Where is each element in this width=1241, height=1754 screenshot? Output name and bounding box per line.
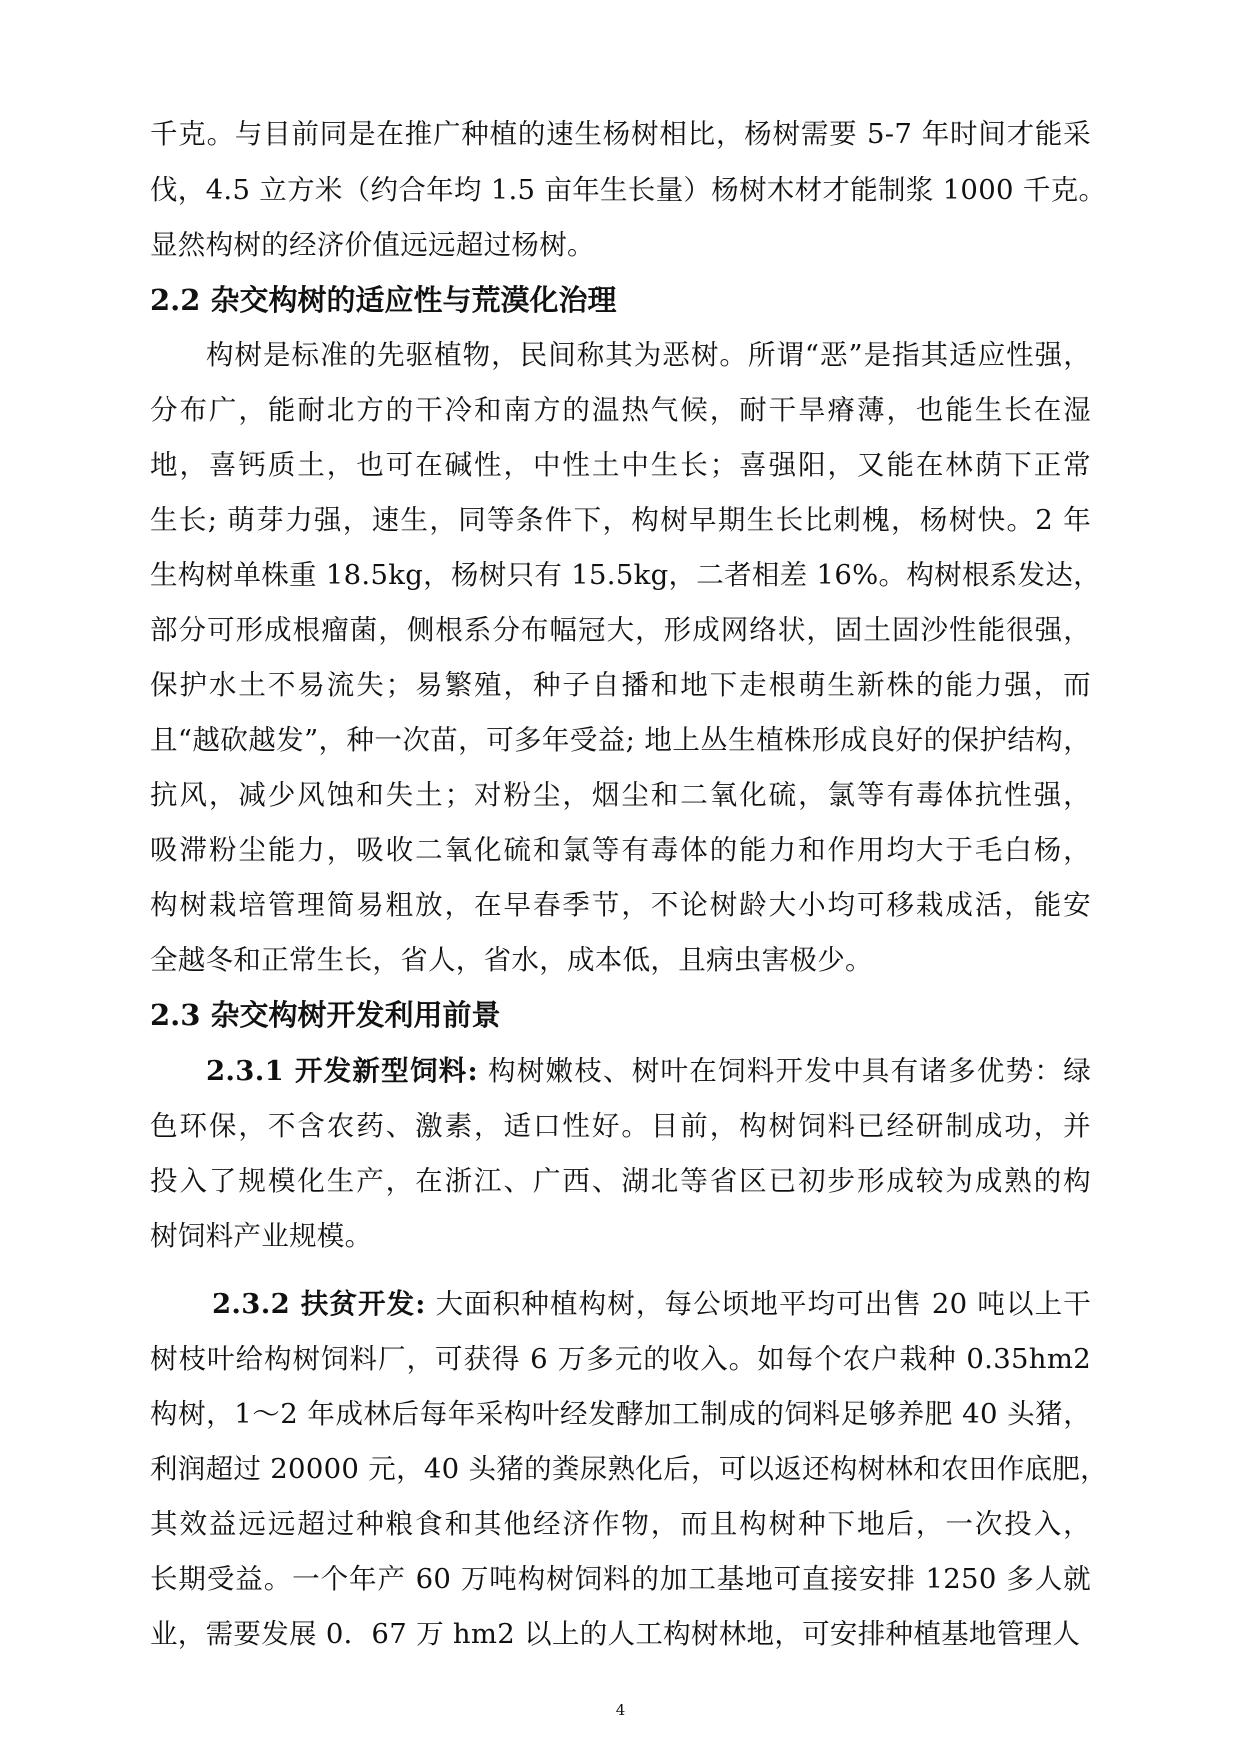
body-text-line: 生构树单株重 18.5kg，杨树只有 15.5kg，二者相差 16%。构树根系发达， (150, 559, 1101, 591)
body-text-line: 其效益远远超过种粮食和其他经济作物，而且构树种下地后，一次投入， (150, 1508, 1091, 1540)
body-text-line: 业，需要发展 0．67 万 hm2 以上的人工构树林地，可安排种植基地管理人 (150, 1618, 1081, 1650)
body-text-line: 千克。与目前同是在推广种植的速生杨树相比，杨树需要 5-7 年时间才能采 (150, 118, 1091, 150)
body-text-line: 利润超过 20000 元，40 头猪的粪尿熟化后，可以返还构树林和农田作底肥， (150, 1453, 1108, 1485)
body-text-line: 构树是标准的先驱植物，民间称其为恶树。所谓“恶”是指其适应性强， (206, 339, 1091, 371)
body-text-line: 色环保，不含农药、激素，适口性好。目前，构树饲料已经研制成功，并 (150, 1110, 1091, 1142)
body-text-line: 且“越砍越发”，种一次苗，可多年受益; 地上丛生植株形成良好的保护结构， (150, 724, 1091, 756)
body-text-line: 地，喜钙质土，也可在碱性，中性土中生长；喜强阳，又能在林荫下正常 (150, 449, 1091, 481)
body-text-line: 构树栽培管理简易粗放，在早春季节，不论树龄大小均可移栽成活，能安 (150, 889, 1091, 921)
section-heading-2-2: 2.2 杂交构树的适应性与荒漠化治理 (150, 283, 617, 317)
body-text-line: 构树，1～2 年成林后每年采构叶经发酵加工制成的饲料足够养肥 40 头猪， (150, 1398, 1091, 1430)
body-text-line: 投入了规模化生产，在浙江、广西、湖北等省区已初步形成较为成熟的构 (150, 1165, 1091, 1197)
body-text-line: 分布广，能耐北方的干冷和南方的温热气候，耐干旱瘠薄，也能生长在湿 (150, 394, 1091, 426)
body-text-line: 保护水土不易流失；易繁殖，种子自播和地下走根萌生新株的能力强，而 (150, 669, 1091, 701)
body-text-line: 树饲料产业规模。 (150, 1220, 373, 1252)
body-text-line: 吸滞粉尘能力，吸收二氧化硫和氯等有毒体的能力和作用均大于毛白杨， (150, 834, 1091, 866)
body-text-line: 长期受益。一个年产 60 万吨构树饲料的加工基地可直接安排 1250 多人就 (150, 1563, 1091, 1595)
subsection-first-line (206, 1051, 1091, 1091)
body-text-line: 生长; 萌芽力强，速生，同等条件下，构树早期生长比刺槐，杨树快。2 年 (150, 504, 1091, 536)
body-text-line: 显然构树的经济价值远远超过杨树。 (150, 229, 595, 261)
body-text-line: 抗风，减少风蚀和失土；对粉尘，烟尘和二氧化硫，氯等有毒体抗性强， (150, 779, 1091, 811)
body-text-line: 伐，4.5 立方米（约合年均 1.5 亩年生长量）杨树木材才能制浆 1000 千克。 (150, 174, 1107, 206)
subsection-text: 大面积种植构树，每公顷地平均可出售 20 吨以上干 (435, 1288, 1091, 1320)
body-text-line: 全越冬和正常生长，省人，省水，成本低，且病虫害极少。 (150, 944, 873, 976)
subsection-label-2-3-1: 2.3.1 开发新型饲料: (206, 1055, 478, 1087)
subsection-first-line (212, 1284, 1091, 1324)
body-text-line: 树枝叶给构树饲料厂，可获得 6 万多元的收入。如每个农户栽种 0.35hm2 (150, 1343, 1091, 1375)
section-heading-2-3: 2.3 杂交构树开发利用前景 (150, 998, 501, 1032)
subsection-text: 构树嫩枝、树叶在饲料开发中具有诸多优势：绿 (487, 1055, 1091, 1087)
body-text-line: 部分可形成根瘤菌，侧根系分布幅冠大，形成网络状，固土固沙性能很强， (150, 614, 1091, 646)
page-number: 4 (615, 1701, 626, 1719)
subsection-label-2-3-2: 2.3.2 扶贫开发: (212, 1288, 426, 1320)
